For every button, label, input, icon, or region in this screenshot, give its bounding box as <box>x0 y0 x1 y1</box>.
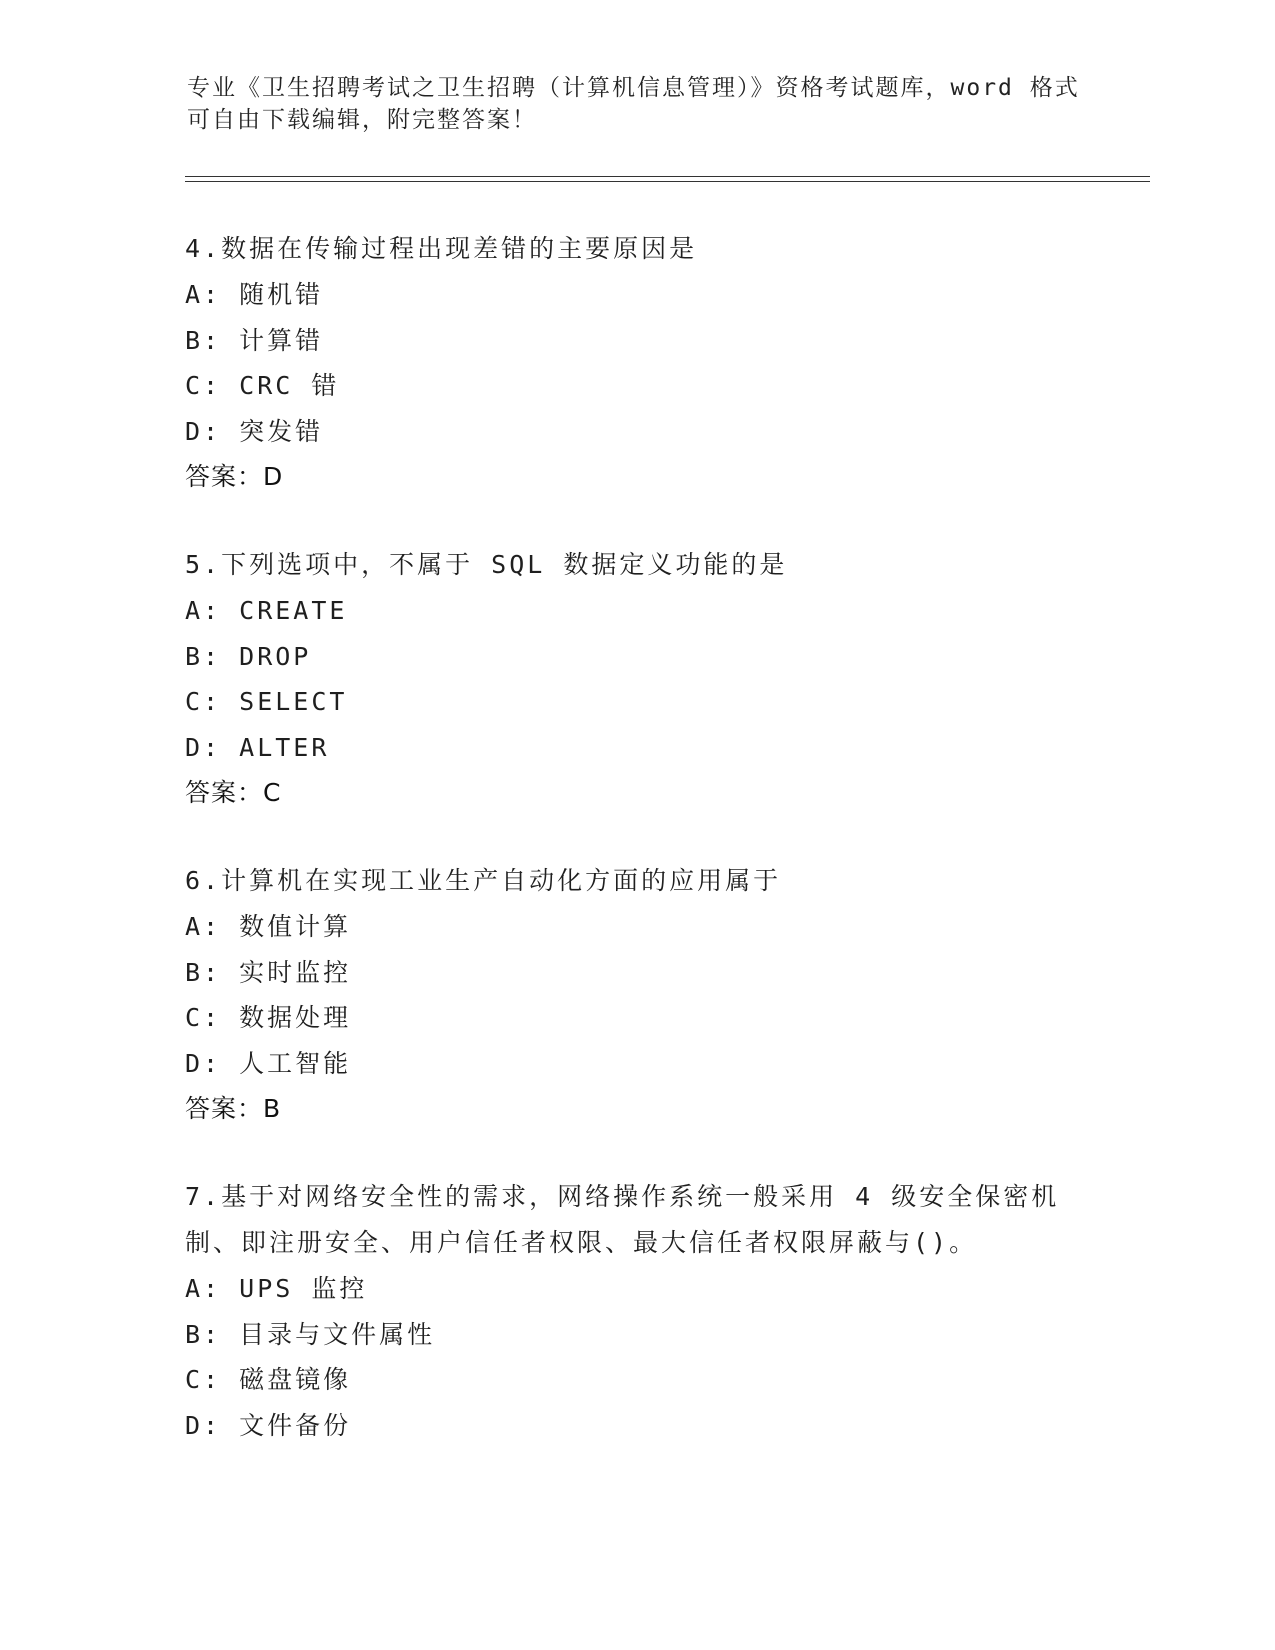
option-d: D: 人工智能 <box>185 1048 352 1078</box>
question-stem-line: 6.计算机在实现工业生产自动化方面的应用属于 <box>185 866 782 895</box>
header-line-1: 专业《卫生招聘考试之卫生招聘（计算机信息管理）》资格考试题库，word 格式 <box>187 75 1080 101</box>
answer: 答案：B <box>185 1094 282 1123</box>
question-5 <box>185 542 1085 816</box>
question-4 <box>185 226 1085 500</box>
option-b: B: 实时监控 <box>185 957 352 987</box>
option-b: B: 计算错 <box>185 325 324 355</box>
document-header <box>187 72 1087 136</box>
answer: 答案：C <box>185 778 282 807</box>
option-a: A: CREATE <box>185 596 348 625</box>
question-stem-line: 4.数据在传输过程出现差错的主要原因是 <box>185 234 698 263</box>
option-c: C: 磁盘镜像 <box>185 1365 352 1394</box>
option-a: A: UPS 监控 <box>185 1274 368 1303</box>
question-stem <box>185 226 1085 272</box>
question-stem <box>185 858 1085 904</box>
option-d: D: 突发错 <box>185 416 324 446</box>
header-divider-bottom <box>185 181 1150 182</box>
question-stem-line: 制、即注册安全、用户信任者权限、最大信任者权限屏蔽与()。 <box>185 1228 978 1257</box>
question-stem <box>185 542 1085 588</box>
option-b: B: DROP <box>185 641 312 671</box>
header-line-2: 可自由下载编辑，附完整答案！ <box>187 107 537 133</box>
option-c: C: SELECT <box>185 687 348 716</box>
option-d: D: 文件备份 <box>185 1410 352 1440</box>
question-6 <box>185 858 1085 1132</box>
question-7 <box>185 1174 1085 1448</box>
question-stem-line: 5.下列选项中，不属于 SQL 数据定义功能的是 <box>185 550 788 579</box>
option-c: C: 数据处理 <box>185 1003 352 1032</box>
header-divider-top <box>185 176 1150 177</box>
option-b: B: 目录与文件属性 <box>185 1319 436 1349</box>
option-c: C: CRC 错 <box>185 371 340 400</box>
question-stem <box>185 1174 1085 1266</box>
option-d: D: ALTER <box>185 732 330 762</box>
answer: 答案：D <box>185 462 284 491</box>
question-stem-line: 7.基于对网络安全性的需求，网络操作系统一般采用 4 级安全保密机 <box>185 1182 1060 1211</box>
option-a: A: 数值计算 <box>185 912 352 941</box>
option-a: A: 随机错 <box>185 280 324 309</box>
